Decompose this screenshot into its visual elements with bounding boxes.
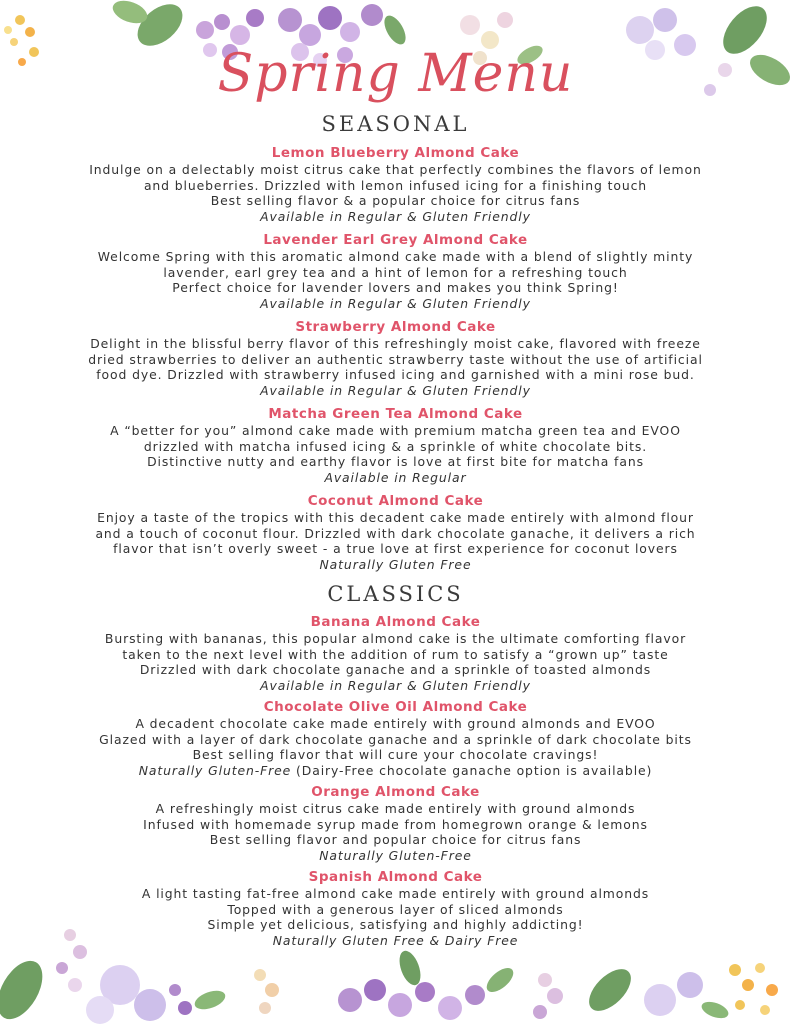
item-desc-line: A light tasting fat-free almond cake made entirely with ground almonds: [141, 886, 650, 901]
item-desc-line: drizzled with matcha infused icing & a sprinkle of white chocolate bits.: [143, 438, 648, 454]
item-desc-line: taken to the next level with the addition of rum to satisfy a “grown up” taste: [122, 646, 669, 662]
item-availability: Available in Regular & Gluten Friendly: [260, 677, 531, 693]
item-desc-line: A refreshingly moist citrus cake made entirely with ground almonds: [155, 801, 636, 816]
bottom-right-flowers-icon: [533, 962, 778, 1022]
item-desc-line: Bursting with bananas, this popular almond cake is the ultimate comforting flavor: [104, 631, 687, 646]
item-availability: Available in Regular & Gluten Friendly: [260, 382, 531, 398]
item-title: Orange Almond Cake: [311, 784, 480, 800]
menu-item-chocolate-olive-oil: [0, 699, 791, 778]
item-title: Strawberry Almond Cake: [295, 319, 496, 335]
menu-item-orange: [0, 784, 791, 863]
item-desc-line: A “better for you” almond cake made with premium matcha green tea and EVOO: [110, 423, 681, 438]
item-desc-line: Glazed with a layer of dark chocolate ganache and a sprinkle of dark chocolate bits: [99, 731, 692, 747]
item-availability: Naturally Gluten-Free: [319, 847, 472, 863]
item-desc-line: Best selling flavor and popular choice for citrus fans: [209, 832, 582, 848]
item-availability: Available in Regular: [324, 469, 467, 485]
menu-item-spanish: [0, 869, 791, 948]
item-desc-line: flavor that isn’t overly sweet - a true love at first experience for coconut lovers: [113, 541, 678, 557]
item-desc-line: Best selling flavor & a popular choice for citrus fans: [210, 193, 581, 209]
item-desc-line: lavender, earl grey tea and a hint of lemon for a refreshing touch: [163, 264, 628, 280]
section-heading-classics: CLASSICS: [327, 582, 464, 606]
menu-item-lemon-blueberry: [0, 145, 791, 224]
item-availability: Naturally Gluten Free & Dairy Free: [272, 932, 519, 948]
item-desc-line: and a touch of coconut flour. Drizzled with dark chocolate ganache, it delivers a rich: [95, 525, 696, 541]
menu-title: Spring Menu: [217, 44, 574, 104]
item-desc-line: Drizzled with dark chocolate ganache and a sprinkle of toasted almonds: [139, 662, 652, 678]
item-title: Spanish Almond Cake: [308, 869, 483, 885]
item-availability: Naturally Gluten-Free: [138, 762, 292, 778]
menu-item-strawberry: [0, 319, 791, 398]
item-desc-line: dried strawberries to deliver an authentic strawberry taste without the use of artificial: [88, 351, 703, 367]
item-availability-suffix: (Dairy-Free chocolate ganache option is available): [291, 762, 653, 778]
item-title: Coconut Almond Cake: [307, 493, 484, 509]
item-availability: Available in Regular & Gluten Friendly: [260, 295, 531, 311]
item-desc-line: food dye. Drizzled with strawberry infused icing and garnished with a mini rose bud.: [96, 367, 695, 383]
item-desc-line: Delight in the blissful berry flavor of this refreshingly moist cake, flavored with freeze: [90, 336, 701, 351]
item-desc-line: Best selling flavor that will cure your chocolate cravings!: [192, 747, 599, 763]
item-desc-line: Distinctive nutty and earthy flavor is love at first bite for matcha fans: [147, 454, 644, 470]
item-title: Lemon Blueberry Almond Cake: [271, 145, 520, 161]
item-desc-line: A decadent chocolate cake made entirely with ground almonds and EVOO: [135, 716, 656, 731]
item-desc-line: Enjoy a taste of the tropics with this decadent cake made entirely with almond flour: [97, 510, 694, 525]
item-desc-line: Infused with homemade syrup made from homegrown orange & lemons: [143, 816, 648, 832]
item-title: Matcha Green Tea Almond Cake: [268, 406, 523, 422]
item-availability: Available in Regular & Gluten Friendly: [260, 208, 531, 224]
menu-item-lavender-earl-grey: [0, 232, 791, 311]
item-desc-line: Perfect choice for lavender lovers and makes you think Spring!: [172, 280, 619, 296]
item-desc-line: and blueberries. Drizzled with lemon infused icing for a finishing touch: [143, 177, 648, 193]
menu-item-banana: [0, 614, 791, 693]
bottom-center-lilac-icon: [338, 948, 517, 1020]
item-title: Chocolate Olive Oil Almond Cake: [263, 699, 528, 715]
item-title: Banana Almond Cake: [310, 614, 481, 630]
item-desc-line: Indulge on a delectably moist citrus cake that perfectly combines the flavors of lemon: [89, 162, 702, 177]
item-desc-line: Topped with a generous layer of sliced almonds: [227, 901, 564, 917]
menu-item-coconut: [0, 493, 791, 572]
section-heading-seasonal: SEASONAL: [321, 112, 470, 136]
menu-item-matcha: [0, 406, 791, 485]
item-availability: Naturally Gluten Free: [319, 556, 472, 572]
item-availability-line: [0, 763, 791, 779]
item-desc-line: Simple yet delicious, satisfying and highly addicting!: [207, 917, 584, 933]
item-title: Lavender Earl Grey Almond Cake: [263, 232, 528, 248]
item-desc-line: Welcome Spring with this aromatic almond cake made with a blend of slightly minty: [97, 249, 694, 264]
